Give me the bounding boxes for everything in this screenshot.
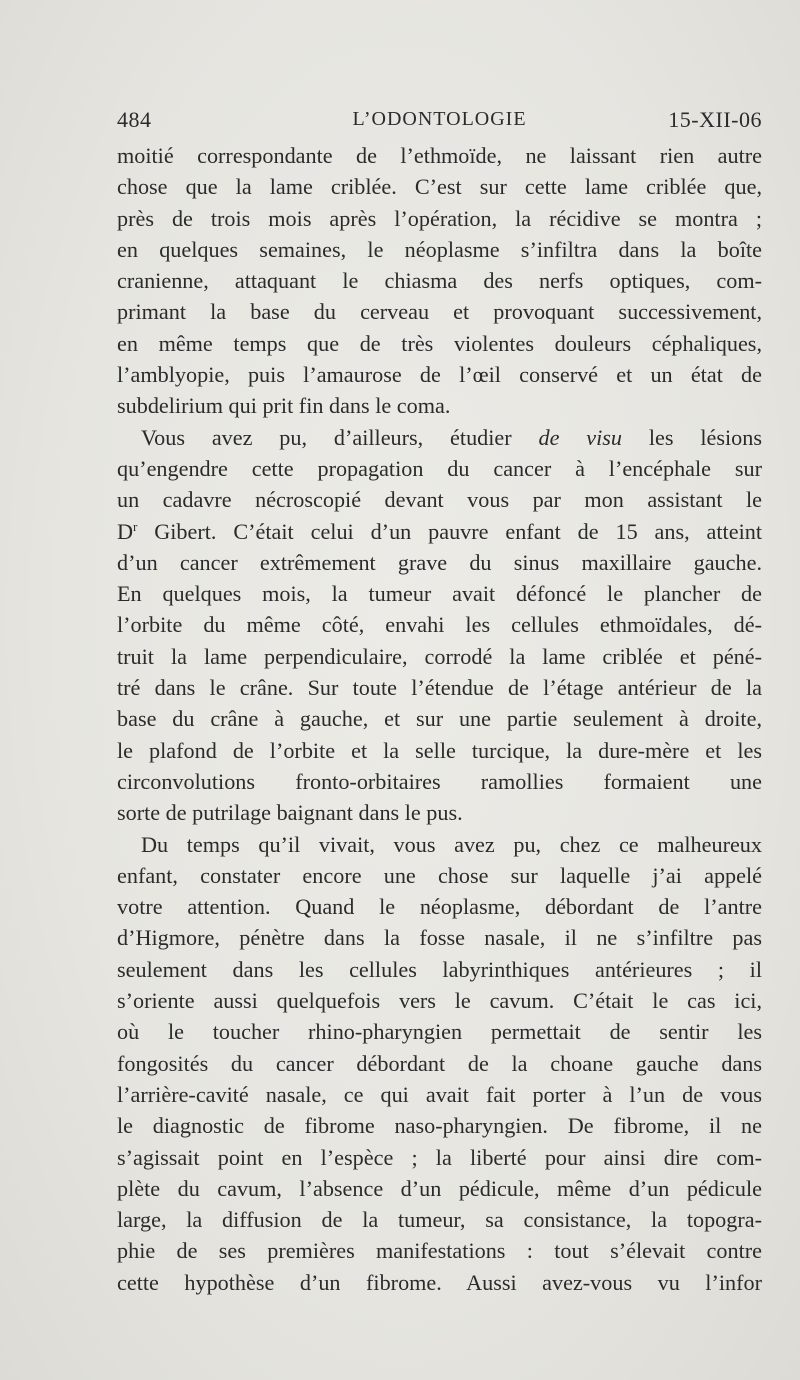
text-line: près de trois mois après l’opération, la récidive se montra ; [117,205,762,231]
body-text [117,140,762,1298]
italic-phrase: de visu [538,424,623,450]
text-line: le plafond de l’orbite et la selle turcique, la dure-mère et les [117,737,762,763]
text-line: l’arrière-cavité nasale, ce qui avait fait porter à l’un de vous [117,1081,762,1107]
text-line: un cadavre nécroscopié devant vous par mon assistant le [117,487,762,513]
text-span: les lésions [622,424,762,450]
text-line: s’oriente aussi quelquefois vers le cavum. C’était le cas ici, [117,988,762,1014]
text-line: l’amblyopie, puis l’amaurose de l’œil conservé et un état de [117,362,762,388]
text-line: votre attention. Quand le néoplasme, débordant de l’antre [117,894,762,920]
text-line: sorte de putrilage baignant dans le pus. [117,800,463,826]
paragraph-1 [117,140,762,422]
text-line: subdelirium qui prit fin dans le coma. [117,393,451,419]
running-title: L’ODONTOLOGIE [352,108,527,130]
text-line: En quelques mois, la tumeur avait défoncé le plancher de [117,581,762,607]
issue-date: 15-XII-06 [668,107,762,132]
text-line: où le toucher rhino-pharyngien permettait de sentir les [117,1019,762,1045]
superscript: r [133,518,138,534]
page-number: 484 [117,107,152,132]
text-line: large, la diffusion de la tumeur, sa consistance, la topogra- [117,1207,762,1233]
text-line: moitié correspondante de l’ethmoïde, ne laissant rien autre [117,143,762,168]
text-line: s’agissait point en l’espèce ; la liberté pour ainsi dire com- [117,1144,762,1170]
paragraph-3 [117,829,762,1298]
text-line: plète du cavum, l’absence d’un pédicule, même d’un pédicule [117,1175,762,1201]
text-line: cranienne, attaquant le chiasma des nerfs optiques, com- [117,268,762,294]
text-line [117,422,762,453]
text-line [117,516,762,547]
text-line: enfant, constater encore une chose sur laquelle j’ai appelé [117,862,762,888]
text-line: chose que la lame criblée. C’est sur cette lame criblée que, [117,174,762,200]
text-span: D [117,518,134,544]
text-line: en même temps que de très violentes douleurs céphaliques, [117,330,762,356]
text-line: phie de ses premières manifestations : tout s’élevait contre [117,1238,762,1264]
text-line: Du temps qu’il vivait, vous avez pu, chez ce malheureux [141,831,762,857]
text-line: en quelques semaines, le néoplasme s’infiltra dans la boîte [117,236,762,262]
text-span: Gibert. C’était celui d’un pauvre enfant de 15 ans, atteint [137,518,762,544]
text-line: seulement dans les cellules labyrinthiques antérieures ; il [117,956,762,982]
running-header [117,107,762,137]
text-span: Vous avez pu, d’ailleurs, étudier [141,424,539,450]
text-line: truit la lame perpendiculaire, corrodé la lame criblée et péné- [117,643,762,669]
text-line: d’Higmore, pénètre dans la fosse nasale, il ne s’infiltre pas [117,925,762,951]
text-line: le diagnostic de fibrome naso-pharyngien. De fibrome, il ne [117,1113,762,1139]
text-line: l’orbite du même côté, envahi les cellules ethmoïdales, dé- [117,612,762,638]
paragraph-2 [117,422,762,829]
text-line: circonvolutions fronto-orbitaires ramollies formaient une [117,768,762,794]
text-line: qu’engendre cette propagation du cancer à l’encéphale sur [117,455,762,481]
text-line: fongosités du cancer débordant de la choane gauche dans [117,1050,762,1076]
text-line: d’un cancer extrêmement grave du sinus maxillaire gauche. [117,549,762,575]
text-line: primant la base du cerveau et provoquant successivement, [117,299,762,325]
text-line: tré dans le crâne. Sur toute l’étendue de l’étage antérieur de la [117,675,762,701]
text-line: base du crâne à gauche, et sur une partie seulement à droite, [117,706,762,732]
text-line: cette hypothèse d’un fibrome. Aussi avez-vous vu l’infor [117,1269,762,1295]
